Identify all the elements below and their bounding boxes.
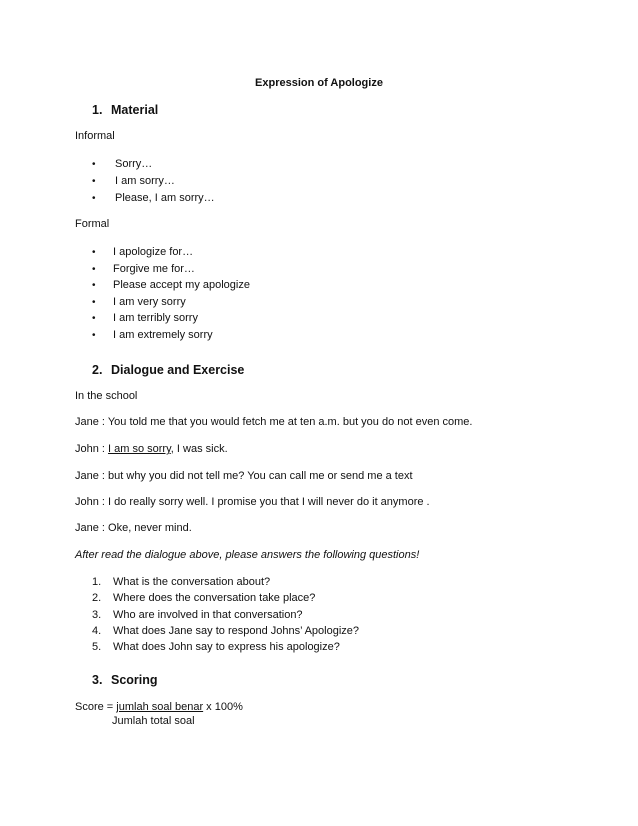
- informal-item: Sorry…: [115, 158, 153, 170]
- score-prefix: Score =: [75, 701, 117, 713]
- score-denominator: Jumlah total soal: [112, 715, 195, 727]
- document-title: Expression of Apologize: [255, 77, 383, 89]
- informal-item: I am sorry…: [115, 175, 175, 187]
- question-text: What does Jane say to respond Johns’ Apologize?: [113, 625, 360, 637]
- section-number: 3.: [92, 673, 103, 687]
- formal-item: I am terribly sorry: [113, 312, 198, 324]
- score-numerator: jumlah soal benar: [116, 701, 204, 713]
- formal-label: Formal: [75, 218, 110, 230]
- dialogue-line: Jane : but why you did not tell me? You can call me or send me a text: [75, 470, 413, 482]
- bullet-icon: •: [92, 297, 96, 308]
- formal-item: Forgive me for…: [113, 263, 195, 275]
- formal-item: I am extremely sorry: [113, 329, 213, 341]
- bullet-icon: •: [92, 193, 96, 204]
- question-number: 3.: [92, 609, 102, 621]
- section-number: 1.: [92, 103, 103, 117]
- section-title: Material: [111, 103, 159, 117]
- formal-item: I apologize for…: [113, 246, 194, 258]
- bullet-icon: •: [92, 280, 96, 291]
- question-number: 2.: [92, 592, 102, 604]
- informal-item: Please, I am sorry…: [115, 192, 215, 204]
- bullet-icon: •: [92, 159, 96, 170]
- underlined-phrase: I am so sorry: [108, 443, 171, 455]
- formal-item: I am very sorry: [113, 296, 186, 308]
- question-number: 5.: [92, 641, 102, 653]
- question-number: 4.: [92, 625, 102, 637]
- question-number: 1.: [92, 576, 102, 588]
- section-scoring-heading: [92, 673, 158, 688]
- bullet-icon: •: [92, 176, 96, 187]
- section-material-heading: [92, 103, 158, 118]
- bullet-icon: •: [92, 247, 96, 258]
- question-text: Where does the conversation take place?: [113, 592, 316, 604]
- section-title: Scoring: [111, 673, 158, 687]
- section-number: 2.: [92, 363, 103, 377]
- exercise-instruction: After read the dialogue above, please answers the following questions!: [75, 549, 420, 561]
- dialogue-text: , I was sick.: [170, 443, 228, 455]
- dialogue-line: Jane : You told me that you would fetch me at ten a.m. but you do not even come.: [75, 416, 473, 428]
- section-dialogue-heading: [92, 363, 244, 378]
- score-multiplier: x 100%: [203, 701, 243, 713]
- dialogue-line: [75, 443, 228, 456]
- formal-item: Please accept my apologize: [113, 279, 250, 291]
- score-formula: [75, 701, 243, 714]
- dialogue-line: Jane : Oke, never mind.: [75, 522, 192, 534]
- bullet-icon: •: [92, 313, 96, 324]
- section-title: Dialogue and Exercise: [111, 363, 245, 377]
- speaker-name: John :: [75, 443, 109, 455]
- informal-label: Informal: [75, 130, 115, 142]
- question-text: What is the conversation about?: [113, 576, 271, 588]
- dialogue-line: John : I do really sorry well. I promise you that I will never do it anymore .: [75, 496, 430, 508]
- question-text: Who are involved in that conversation?: [113, 609, 303, 621]
- bullet-icon: •: [92, 264, 96, 275]
- dialogue-setting: In the school: [75, 390, 138, 402]
- bullet-icon: •: [92, 330, 96, 341]
- question-text: What does John say to express his apologize?: [113, 641, 340, 653]
